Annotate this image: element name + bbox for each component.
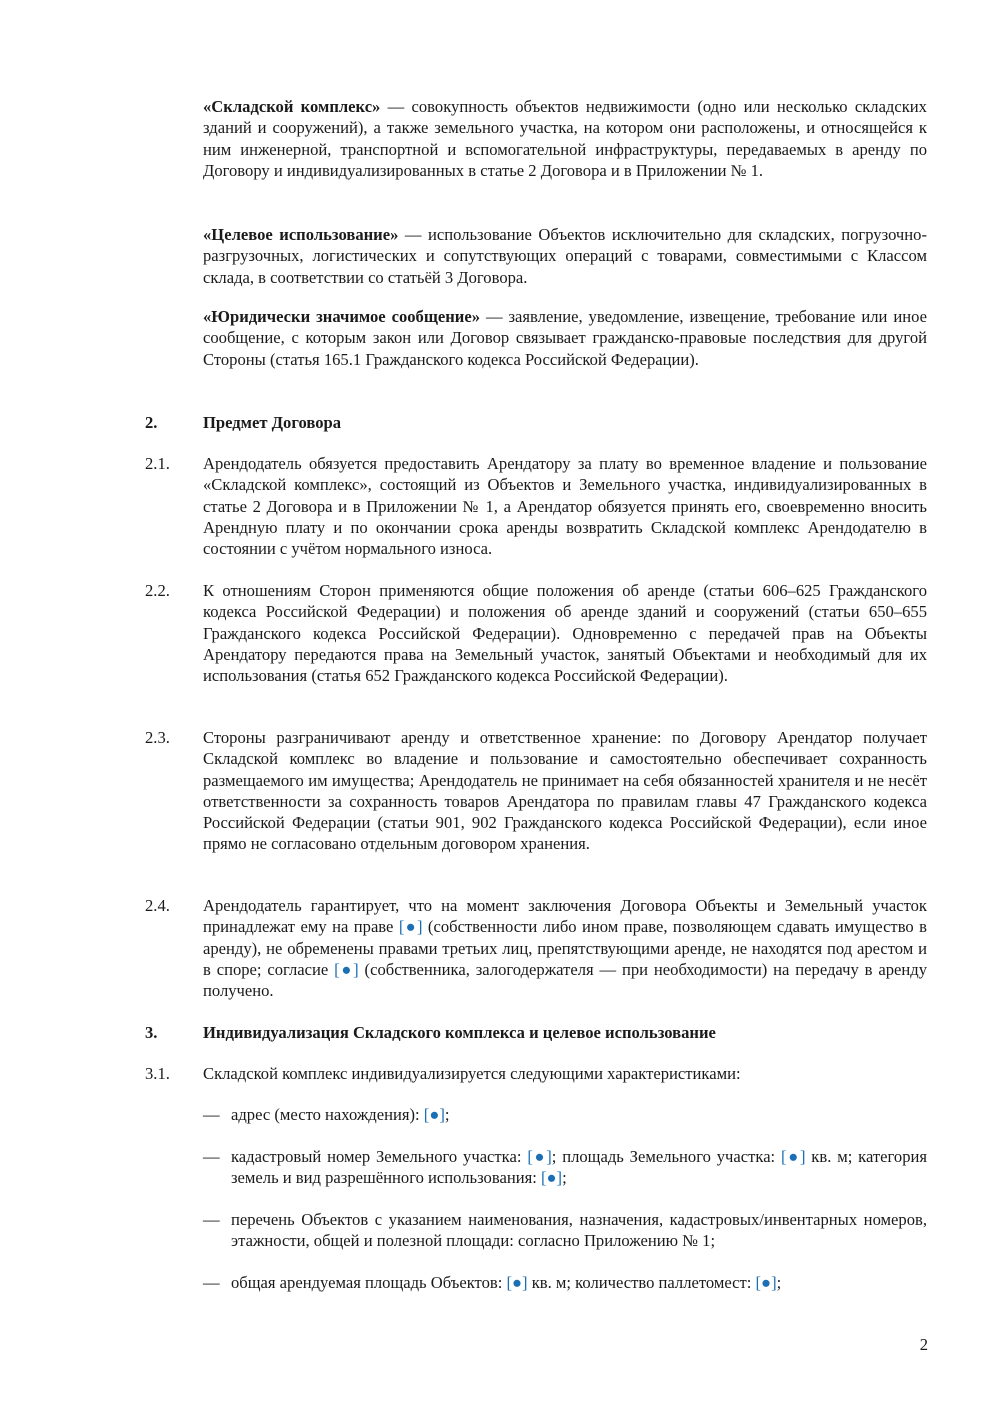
- list-item-area: [203, 1272, 927, 1293]
- definition-intended-use: [203, 224, 927, 288]
- clause-number: 2.3.: [145, 728, 170, 747]
- clause-number: 3.1.: [145, 1064, 170, 1083]
- definition-warehouse-complex: [203, 96, 927, 181]
- clause-2-1: [145, 453, 927, 559]
- section-title: Предмет Договора: [203, 413, 342, 432]
- clause-number: 2.2.: [145, 581, 170, 600]
- list-item-objects: [203, 1209, 927, 1252]
- clause-text: [203, 895, 927, 1001]
- section-number: 3.: [145, 1023, 158, 1042]
- clause-number: 2.1.: [145, 454, 170, 473]
- definition-term: «Целевое использование»: [203, 225, 399, 244]
- definition-text: — совокупность объектов недвижимости (одно или несколько складских зданий и сооружений), а также земельного участка, на котором они расположены, и относящейся к ним инженерной, транспортной и вспомогательной инфраструктуры, передаваемых в аренду по Договору и индивидуализированных в статье 2 Договора и в Приложении № 1.: [203, 97, 927, 180]
- clause-2-4: [145, 895, 927, 1001]
- section-number: 2.: [145, 413, 158, 432]
- dash-marker: —: [203, 1210, 220, 1229]
- placeholder-field: [●]: [781, 1147, 806, 1166]
- text-fragment: перечень Объектов с указанием наименования, назначения, кадастровых/инвентарных номеров, этажности, общей и полезной площади: согласно Приложению № 1;: [231, 1210, 927, 1251]
- placeholder-field: [●]: [506, 1273, 528, 1292]
- clause-text: Складской комплекс индивидуализируется следующими характеристиками:: [203, 1064, 741, 1083]
- text-fragment: адрес (место нахождения):: [231, 1105, 424, 1124]
- text-fragment: (собственности либо ином праве, позволяющем сдавать имущество в аренду), не обременены правами третьих лиц, препятствующими аренде, не находятся под арестом и в споре; согласие: [203, 917, 927, 979]
- list-item-address: [203, 1104, 927, 1125]
- placeholder-field: [●]: [540, 1168, 563, 1188]
- clause-2-3: [145, 727, 927, 855]
- placeholder-field: [●]: [755, 1273, 777, 1292]
- text-fragment: ;: [562, 1168, 567, 1188]
- placeholder-field: [●]: [398, 917, 423, 937]
- placeholder-field: [●]: [423, 1105, 445, 1124]
- clause-3-1: [145, 1063, 927, 1084]
- text-fragment: общая арендуемая площадь Объектов:: [231, 1273, 507, 1292]
- text-fragment: кадастровый номер Земельного участка:: [231, 1147, 528, 1166]
- list-item-text: [231, 1146, 927, 1189]
- clause-number: 2.4.: [145, 896, 170, 915]
- clause-text: Арендодатель обязуется предоставить Арендатору за плату во временное владение и пользование «Складской комплекс», состоящий из Объектов и Земельного участка, индивидуализированных в статье 2 Договора и в Приложении № 1, а Арендатор обязуется принять его, своевременно вносить Арендную плату и по окончании срока аренды возвратить Складской комплекс Арендодателю в состоянии с учётом нормального износа.: [203, 454, 927, 559]
- placeholder-field: [●]: [334, 959, 359, 979]
- list-item-text: [231, 1104, 927, 1125]
- text-fragment: (собственника, залогодержателя — при необходимости) на передачу в аренду получено.: [203, 959, 927, 1001]
- dash-marker: —: [203, 1147, 220, 1166]
- dash-marker: —: [203, 1273, 220, 1292]
- text-fragment: кв. м; категория земель и вид разрешённого использования:: [231, 1147, 927, 1188]
- clause-text: К отношениям Сторон применяются общие положения об аренде (статьи 606–625 Гражданского кодекса Российской Федерации) и положения об аренде зданий и сооружений (статьи 650–655 Гражданского кодекса Российской Федерации). Одновременно с передачей прав на Объекты Арендатору передаются права на Земельный участок, занятый Объектами и необходимый для их использования (статья 652 Гражданского кодекса Российской Федерации).: [203, 581, 927, 686]
- dash-marker: —: [203, 1105, 220, 1124]
- definition-text: — заявление, уведомление, извещение, требование или иное сообщение, с которым закон или Договор связывает гражданско-правовые последствия для другой Стороны (статья 165.1 Гражданского кодекса Российской Федерации).: [203, 307, 927, 369]
- definition-text: — использование Объектов исключительно для складских, погрузочно-разгрузочных, логистических и сопутствующих операций с товарами, совместимыми с Классом склада, в соответствии со статьёй 3 Договора.: [203, 225, 927, 287]
- text-fragment: Арендодатель гарантирует, что на момент заключения Договора Объекты и Земельный участок принадлежат ему на праве: [203, 896, 927, 937]
- text-fragment: ;: [776, 1273, 782, 1292]
- definition-term: «Складской комплекс»: [203, 97, 381, 116]
- definition-term: «Юридически значимое сообщение»: [203, 307, 480, 326]
- list-item-text: [231, 1209, 927, 1252]
- text-fragment: кв. м; количество паллетомест:: [527, 1273, 756, 1292]
- page-number: 2: [919, 1335, 928, 1354]
- list-item-text: [231, 1272, 927, 1293]
- section-title: Индивидуализация Складского комплекса и целевое использование: [203, 1023, 716, 1042]
- text-fragment: ; площадь Земельного участка:: [551, 1147, 782, 1166]
- list-item-land-plot: [203, 1146, 927, 1189]
- clause-2-2: [145, 580, 927, 686]
- definition-legal-message: [203, 306, 927, 370]
- text-fragment: ;: [444, 1105, 450, 1124]
- placeholder-field: [●]: [527, 1147, 552, 1166]
- clause-text: Стороны разграничивают аренду и ответственное хранение: по Договору Арендатор получает Складской комплекс во владение и пользование и самостоятельно обеспечивает сохранность размещаемого им имущества; Арендодатель не принимает на себя обязанностей хранителя и не несёт ответственности за сохранность товаров Арендатора по правилам главы 47 Гражданского кодекса Российской Федерации (статьи 901, 902 Гражданского кодекса Российской Федерации), если иное прямо не согласовано отдельным договором хранения.: [203, 728, 927, 854]
